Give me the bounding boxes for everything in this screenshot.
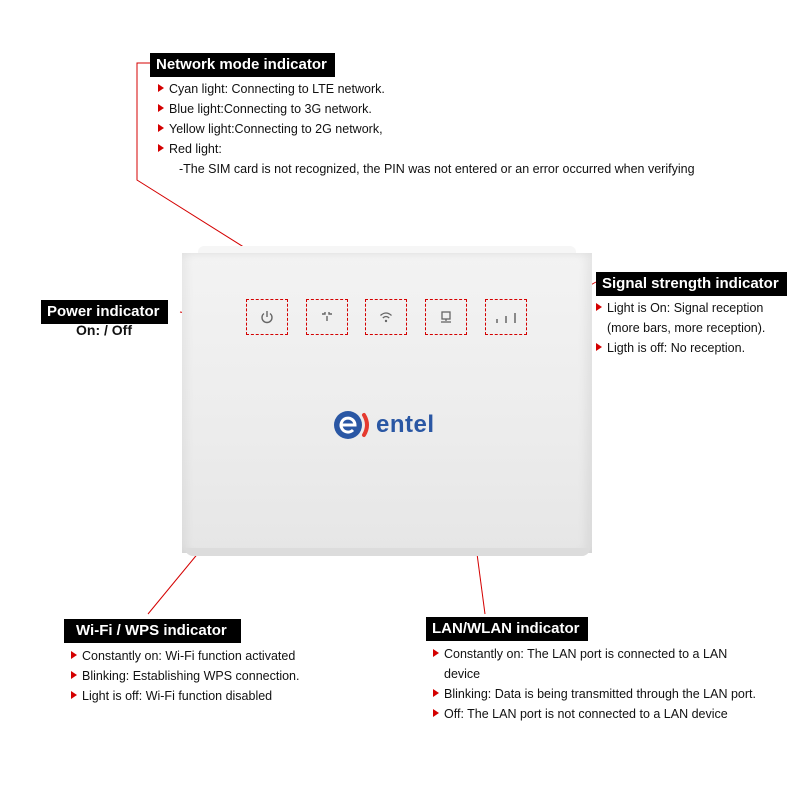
network-mode-icon xyxy=(320,310,334,324)
power-sub: On: / Off xyxy=(76,322,132,338)
wifi-led xyxy=(365,299,407,335)
brand-name: entel xyxy=(376,411,435,438)
power-label: Power indicator xyxy=(41,300,168,324)
signal-item-on: Light is On: Signal reception xyxy=(595,298,765,318)
router-body xyxy=(182,253,592,553)
power-icon xyxy=(260,310,274,324)
signal-item-on-cont: (more bars, more reception). xyxy=(607,321,766,335)
lan-item-blinking: Blinking: Data is being transmitted through the LAN port. xyxy=(432,684,756,704)
signal-item-off: Ligth is off: No reception. xyxy=(595,338,765,358)
wifi-list xyxy=(70,646,299,706)
lan-list xyxy=(432,644,756,724)
network-item-red-detail: -The SIM card is not recognized, the PIN was not entered or an error occurred when verifying xyxy=(179,162,695,176)
signal-label: Signal strength indicator xyxy=(596,272,787,296)
wifi-icon xyxy=(379,310,393,324)
lan-item-on: Constantly on: The LAN port is connected to a LAN xyxy=(432,644,756,664)
wifi-label: Wi-Fi / WPS indicator xyxy=(64,619,241,643)
power-led xyxy=(246,299,288,335)
brand-logo xyxy=(332,407,435,443)
lan-label: LAN/WLAN indicator xyxy=(426,617,588,641)
network-mode-label: Network mode indicator xyxy=(150,53,335,77)
signal-led xyxy=(485,299,527,335)
network-item-blue: Blue light:Connecting to 3G network. xyxy=(157,99,695,119)
lan-led xyxy=(425,299,467,335)
lan-item-off: Off: The LAN port is not connected to a LAN device xyxy=(432,704,756,724)
network-mode-led xyxy=(306,299,348,335)
network-mode-list xyxy=(157,79,695,179)
network-item-cyan: Cyan light: Connecting to LTE network. xyxy=(157,79,695,99)
network-item-yellow: Yellow light:Connecting to 2G network, xyxy=(157,119,695,139)
wifi-item-blinking: Blinking: Establishing WPS connection. xyxy=(70,666,299,686)
wifi-item-off: Light is off: Wi-Fi function disabled xyxy=(70,686,299,706)
lan-icon xyxy=(439,310,453,324)
wifi-item-on: Constantly on: Wi-Fi function activated xyxy=(70,646,299,666)
router-base xyxy=(185,548,590,556)
signal-bars-icon xyxy=(494,310,518,324)
signal-list xyxy=(595,298,765,358)
lan-item-on-cont: device xyxy=(444,667,481,681)
network-item-red: Red light: xyxy=(157,139,695,159)
brand-e-icon xyxy=(332,407,372,443)
